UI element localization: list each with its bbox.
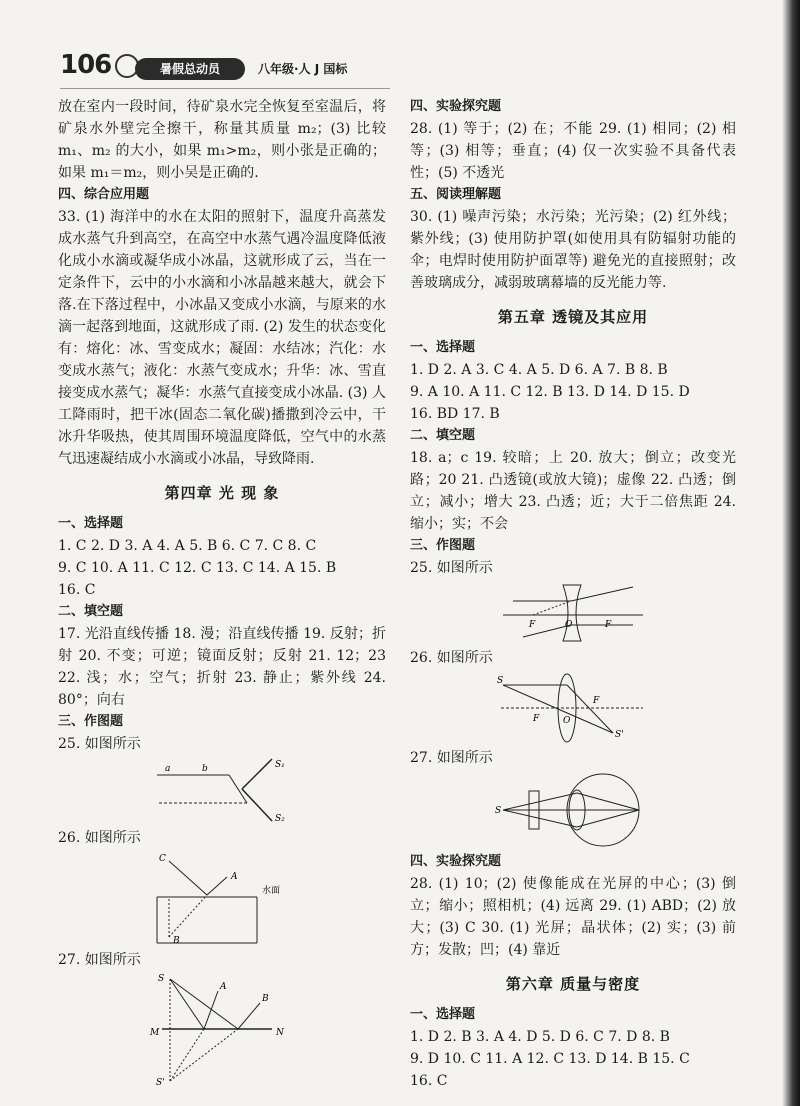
- label-s1: S₁: [275, 760, 285, 770]
- label-s2: S₂: [275, 814, 285, 824]
- label-b: b: [202, 764, 208, 774]
- choice-answers: 1. C 2. D 3. A 4. A 5. B 6. C 7. C 8. C: [58, 538, 317, 554]
- label-a: A: [220, 982, 227, 992]
- fill-answers: 17. 光沿直线传播 18. 漫；沿直线传播 19. 反射；折射 20. 不变；可逆；镜面反射；反射 21. 12；23 22. 浅；水；空气；折射 23. 静止；紫外线 24. 80°；向右: [58, 626, 386, 708]
- section-heading: 一、选择题: [410, 340, 476, 355]
- label-s-image: S': [615, 730, 624, 740]
- label-s: S: [495, 806, 502, 816]
- label-o: O: [565, 620, 573, 630]
- label-b: B: [173, 936, 180, 946]
- question-26: 26. 如图所示: [58, 830, 141, 846]
- choice-answers: 9. C 10. A 11. C 12. C 13. C 14. A 15. B: [58, 560, 337, 576]
- choice-answers: 16. C: [410, 1073, 448, 1089]
- section-heading: 一、选择题: [410, 1007, 476, 1022]
- brand-badge: 暑假总动员: [135, 58, 245, 80]
- experiment-answers: 28. (1) 等于；(2) 在；不能 29. (1) 相同；(2) 相等；(3) 相等；垂直；(4) 仅一次实验不具备代表性；(5) 不透光: [410, 121, 736, 181]
- chapter-6-title: 第六章 质量与密度: [505, 975, 641, 993]
- right-column: [410, 96, 736, 1092]
- label-m: M: [150, 1028, 160, 1038]
- intro-text: 放在室内一段时间，待矿泉水完全恢复至室温后，将矿泉水外壁完全擦干，称量其质量 m₂；(3) 比较 m₁、m₂ 的大小，如果 m₁>m₂，则小张是正确的；如果 m₁＝m₂，则小吴是正确的.: [58, 99, 386, 181]
- figure-refraction-water: [147, 851, 297, 947]
- section-heading: 三、作图题: [410, 538, 476, 553]
- figure-concave-lens: [493, 581, 653, 645]
- question-25: 25. 如图所示: [58, 736, 141, 752]
- choice-answers: 16. BD 17. B: [410, 406, 500, 422]
- label-s: S: [497, 676, 504, 686]
- label-b: B: [262, 994, 269, 1004]
- label-water: 水面: [262, 886, 281, 896]
- choice-answers: 16. C: [58, 582, 96, 598]
- label-f-right: F: [605, 620, 612, 630]
- page-edge-shadow: [782, 0, 800, 1106]
- grade-label: 八年级·人 J 国标: [258, 62, 348, 76]
- label-s: S: [158, 974, 165, 984]
- label-a: A: [231, 872, 238, 882]
- section-heading: 三、作图题: [58, 714, 124, 729]
- label-f-left: F: [533, 714, 540, 724]
- page-header: [60, 50, 460, 86]
- experiment-answers: 28. (1) 10；(2) 使像能成在光屏的中心；(3) 倒立；缩小；照相机；(4) 远离 29. (1) ABD；(2) 放大；(3) C 30. (1) 光屏；晶状体；(2) 实；(3) 前方；发散；凹；(4) 靠近: [410, 876, 736, 958]
- figure-reflection-mirrors: [147, 757, 297, 825]
- label-s-image: S': [156, 1078, 165, 1088]
- header-divider: [60, 88, 390, 89]
- choice-answers: 1. D 2. A 3. C 4. A 5. D 6. A 7. B 8. B: [410, 362, 668, 378]
- question-25: 25. 如图所示: [410, 560, 493, 576]
- section-heading: 四、综合应用题: [58, 187, 150, 202]
- label-a: a: [165, 764, 171, 774]
- fill-answers: 18. a；c 19. 较暗；上 20. 放大；倒立；改变光路；20 21. 凸透镜(或放大镜)；虚像 22. 凸透；倒立；减小；增大 23. 凸透；近；大于二倍焦距 24. 缩小；实；不会: [410, 450, 736, 532]
- figure-convex-lens: [493, 671, 653, 745]
- answer-33: 33. (1) 海洋中的水在太阳的照射下，温度升高蒸发成水蒸气升到高空，在高空中水蒸气遇冷温度降低液化成小水滴或凝华成小冰晶，这就形成了云，当在一定条件下，云中的小水滴和小冰晶越来越大，就会下落.在下落过程中，小冰晶又变成小水滴，与原来的水滴一起落到地面，这就形成了雨. (2) 发生的状态变化有：熔化：冰、雪变成水；凝固：水结冰；汽化：水变成水蒸气；液化：水蒸气变成水；升华：冰、雪直接变成水蒸气；凝华：水蒸气直接变成小冰晶. (3) 人工降雨时，把干冰(固态二氧化碳)播撒到冷云中，干冰升华吸热，使其周围环境温度降低，空气中的水蒸气迅速凝结成小水滴或小冰晶，导致降雨.: [58, 209, 386, 467]
- label-o: O: [563, 716, 571, 726]
- label-n: N: [276, 1028, 284, 1038]
- choice-answers: 9. A 10. A 11. C 12. B 13. D 14. D 15. D: [410, 384, 690, 400]
- label-c: C: [159, 854, 166, 864]
- label-f-left: F: [529, 620, 536, 630]
- section-heading: 五、阅读理解题: [410, 187, 502, 202]
- question-26: 26. 如图所示: [410, 650, 493, 666]
- chapter-5-title: 第五章 透镜及其应用: [497, 308, 649, 326]
- section-heading: 四、实验探究题: [410, 854, 502, 869]
- choice-answers: 1. D 2. B 3. A 4. D 5. D 6. C 7. D 8. B: [410, 1029, 670, 1045]
- choice-answers: 9. D 10. C 11. A 12. C 13. D 14. B 15. C: [410, 1051, 690, 1067]
- figure-plane-mirror: [142, 973, 302, 1088]
- label-f-right: F: [593, 696, 600, 706]
- figure-eye-lens: [493, 771, 653, 849]
- section-heading: 一、选择题: [58, 516, 124, 531]
- left-column: [58, 96, 386, 1090]
- chapter-4-title: 第四章 光 现 象: [164, 484, 280, 502]
- section-heading: 二、填空题: [410, 428, 476, 443]
- page-number: 106: [60, 50, 112, 80]
- section-heading: 二、填空题: [58, 604, 124, 619]
- question-27: 27. 如图所示: [410, 750, 493, 766]
- section-heading: 四、实验探究题: [410, 99, 502, 114]
- reading-answers: 30. (1) 噪声污染；水污染；光污染；(2) 红外线；紫外线；(3) 使用防护罩(如使用具有防辐射功能的伞；电焊时使用防护面罩等) 避免光的直接照射；改善玻璃成分，减弱玻璃幕墙的反光能力等.: [410, 209, 736, 291]
- question-27: 27. 如图所示: [58, 952, 141, 968]
